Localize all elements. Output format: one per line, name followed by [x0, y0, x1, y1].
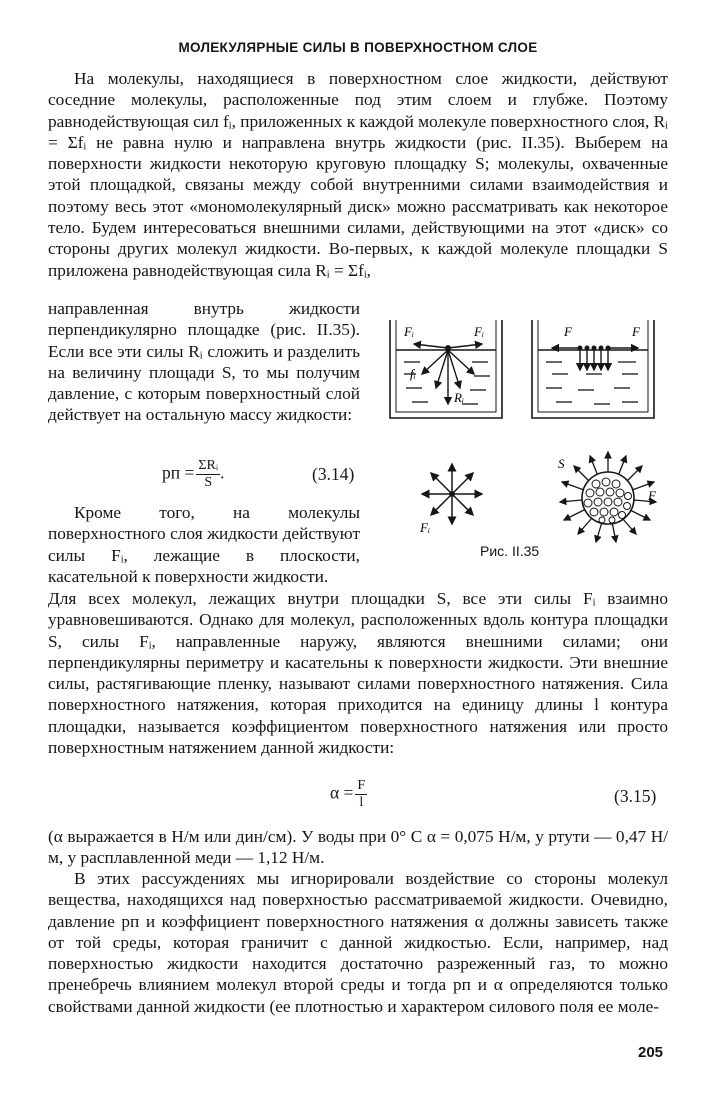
paragraph-3: Кроме того, на молекулы поверхностного слоя жидкости действуют силы Fᵢ, лежащие в плоскости, касательной к поверхности жидкости. [48, 503, 360, 586]
paragraph-2: направленная внутрь жидкости перпендикулярно площадке (рис. II.35). Если все эти силы Rᵢ сложить и разделить на величину площади S, то мы получим давление, с которым поверхностный слой действует на остальную массу жидкости: [48, 299, 360, 425]
running-header: МОЛЕКУЛЯРНЫЕ СИЛЫ В ПОВЕРХНОСТНОМ СЛОЕ [178, 40, 538, 55]
figure-caption: Рис. II.35 [480, 543, 540, 559]
label-Fi-right: Fᵢ [474, 324, 484, 339]
equation-3-15-lhs: α = [330, 782, 354, 803]
paragraph-4: Для всех молекул, лежащих внутри площадки S, все эти силы Fᵢ взаимно уравновешиваются. Однако для молекул, расположенных вдоль контура площадки S, силы Fᵢ, направленные наружу, являются внешними силами; они перпендикулярны периметру и касательны к поверхности жидкости. Эти внешние силы, растягивающие пленку, называют силами поверхностного натяжения. Сила поверхностного натяжения, которая приходится на единицу длины l контура площадки, называется коэффициентом поверхностного натяжения или просто поверхностным натяжением данной жидкости: [48, 589, 668, 758]
equation-3-15-numerator: F [357, 778, 366, 793]
paragraph-1: На молекулы, находящиеся в поверхностном слое жидкости, действуют соседние молекулы, расположенные под этим слоем и глубже. Поэтому равнодействующая сил fᵢ, приложенных к каждой молекуле поверхностного слоя, Rᵢ = Σfᵢ не равна нулю и направлена внутрь жидкости (рис. II.35). Выберем на поверхности жидкости некоторую круговую площадку S; молекулы, охваченные этой площадкой, связаны между собой внутренними силами взаимодействия и поэтому весь этот «мономолекулярный диск» можно рассматривать как некоторое тело. Будем интересоваться внешними силами, действующими на этот «диск» со стороны других молекул жидкости. Во-первых, к каждой молекуле площадки S приложена равнодействующая сила Rᵢ = Σfᵢ, [48, 69, 668, 280]
equation-3-14-numerator: ΣRᵢ [198, 458, 219, 473]
page-number: 205 [638, 1044, 664, 1061]
paragraph-6: В этих рассуждениях мы игнорировали воздействие со стороны молекул вещества, находящихся над поверхностью рассматриваемой жидкости. Очевидно, давление pп и коэффициент поверхностного натяжения α должны зависеть также от той среды, которая граничит с данной жидкостью. Если, например, над поверхностью жидкости находится достаточно разреженный газ, то можно пренебречь влиянием молекул второй среды и тогда pп и α определяются только свойствами данной жидкости (ее плотностью и характером силового поля ее моле- [48, 869, 668, 1016]
equation-3-15 [330, 778, 367, 811]
equation-3-14-fraction [196, 458, 220, 491]
label-F-right: F [632, 324, 640, 339]
left-molecule [445, 345, 451, 351]
left-force-arrows [414, 344, 482, 404]
equation-3-14-tail: . [220, 462, 225, 483]
label-S: S [558, 456, 565, 471]
label-F-left: F [564, 324, 572, 339]
equation-3-14-number: (3.14) [312, 464, 355, 484]
label-F-disk: F [648, 488, 656, 503]
paragraph-5: (α выражается в Н/м или дин/см). У воды при 0° С α = 0,075 Н/м, у ртути — 0,47 Н/м, у расплавленной меди — 1,12 Н/м. [48, 827, 668, 868]
label-Ri: Rᵢ [454, 390, 464, 405]
equation-3-14-lhs: pп = [162, 462, 195, 483]
right-force-arrows [552, 348, 638, 370]
liquid-hatching [404, 362, 638, 404]
label-fi: fᵢ [410, 366, 416, 381]
label-Fi-left: Fᵢ [404, 324, 414, 339]
equation-3-15-number: (3.15) [614, 786, 657, 806]
single-molecule [449, 491, 455, 497]
equation-3-14 [162, 458, 225, 491]
equation-3-14-denominator: S [204, 475, 213, 490]
figure-ii-35 [382, 318, 672, 568]
label-Fi-star: Fᵢ [420, 520, 430, 535]
equation-3-15-denominator: l [359, 795, 364, 810]
equation-3-15-fraction [355, 778, 367, 811]
